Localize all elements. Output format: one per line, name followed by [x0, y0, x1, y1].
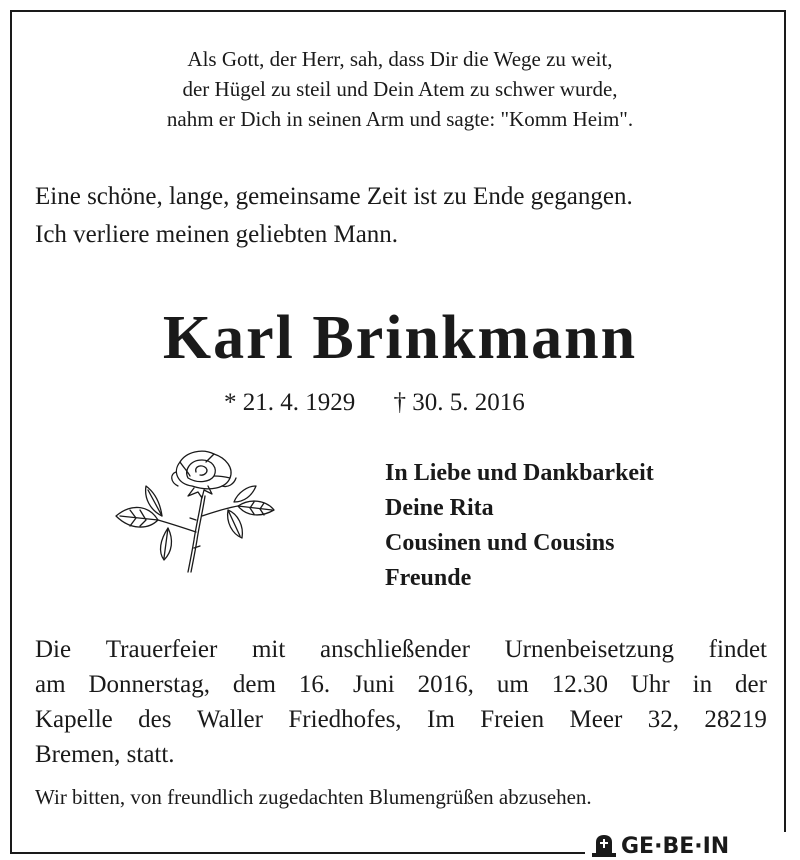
word: 32, [647, 706, 679, 733]
word: Trauerfeier [105, 636, 218, 663]
word: des [138, 706, 172, 733]
word: 16. [298, 671, 331, 698]
word: 28219 [704, 706, 767, 733]
word: findet [708, 636, 767, 663]
word: 2016, [417, 671, 474, 698]
funeral-line [35, 667, 767, 702]
word: Waller [196, 706, 263, 733]
funeral-info [35, 632, 767, 772]
mourner-line: Freunde [385, 565, 472, 591]
flowers-note: Wir bitten, von freundlich zugedachten Blumengrüßen abzusehen. [35, 785, 592, 809]
poem [0, 44, 800, 134]
poem-line: Als Gott, der Herr, sah, dass Dir die Wege zu weit, [187, 47, 613, 71]
publisher-logo-text: GE·BE·IN [621, 833, 730, 859]
word: Freien [480, 706, 545, 733]
publisher-logo [585, 832, 786, 860]
word: um [496, 671, 529, 698]
tombstone-icon [591, 835, 617, 857]
intro-text [35, 178, 775, 254]
word: Uhr [630, 671, 670, 698]
word: am [35, 671, 66, 698]
word: Meer [569, 706, 623, 733]
word: Im [427, 706, 455, 733]
funeral-line [35, 632, 767, 667]
word: mit [251, 636, 286, 663]
word: der [735, 671, 767, 698]
mourner-line: In Liebe und Dankbarkeit [385, 460, 654, 486]
word: Kapelle [35, 706, 113, 733]
word: dem [232, 671, 276, 698]
funeral-line [35, 737, 767, 772]
intro-line: Ich verliere meinen geliebten Mann. [35, 221, 399, 248]
word: Bremen, statt. [35, 741, 175, 768]
funeral-line [35, 702, 767, 737]
word: anschließender [320, 636, 470, 663]
poem-line: nahm er Dich in seinen Arm und sagte: "Komm Heim". [166, 107, 634, 131]
word: Urnenbeisetzung [504, 636, 674, 663]
word: Juni [353, 671, 395, 698]
deceased-name: Karl Brinkmann [162, 304, 638, 372]
poem-line: der Hügel zu steil und Dein Atem zu schwer wurde, [182, 77, 618, 101]
mourner-line: Deine Rita [385, 495, 494, 521]
word: 12.30 [551, 671, 608, 698]
intro-line: Eine schöne, lange, gemeinsame Zeit ist zu Ende gegangen. [35, 183, 633, 210]
mourner-line: Cousinen und Cousins [385, 530, 615, 556]
word: Donnerstag, [88, 671, 210, 698]
word: Friedhofes, [288, 706, 402, 733]
life-dates [224, 387, 525, 419]
birth-date: * 21. 4. 1929 [224, 389, 356, 416]
mourners-list [385, 456, 654, 596]
rose-icon [110, 446, 280, 576]
word: in [692, 671, 713, 698]
word: Die [35, 636, 72, 663]
death-date: † 30. 5. 2016 [393, 389, 525, 416]
